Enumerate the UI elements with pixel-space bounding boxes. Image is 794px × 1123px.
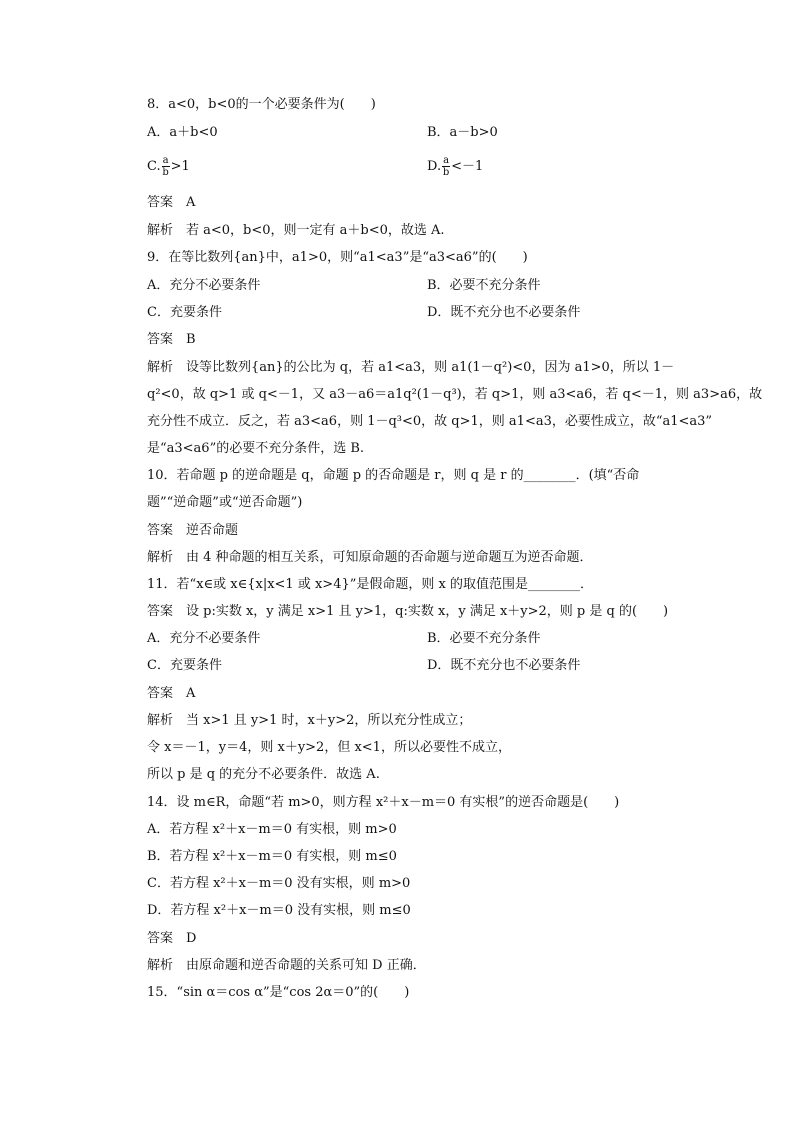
explanation-9-line-3: 充分性不成立．反之，若 a3<a6，则 1－q³<0，故 q>1，则 a1<a3，必要性成立，故“a1<a3” — [147, 414, 713, 429]
fraction-denominator: b — [162, 167, 169, 178]
q12-option-c: C．充要条件 — [147, 658, 222, 673]
q9-option-c: C．充要条件 — [147, 305, 222, 320]
q8-option-d — [427, 155, 483, 178]
q8-option-b: B．a－b>0 — [427, 125, 498, 140]
question-10-line-2: 题”“逆命题”或“逆否命题”) — [147, 495, 303, 510]
q9-option-d: D．既不充分也不必要条件 — [427, 305, 581, 320]
explanation-12-line-2: 令 x＝－1，y＝4，则 x＋y>2，但 x<1，所以必要性不成立， — [147, 740, 511, 755]
q8-option-d-suffix: <－1 — [451, 159, 484, 174]
explanation-10: 解析 由 4 种命题的相互关系，可知原命题的否命题与逆命题互为逆否命题． — [147, 550, 593, 565]
answer-11: 答案 设 p:实数 x，y 满足 x>1 且 y>1，q:实数 x，y 满足 x＋y>2，则 p 是 q 的( ) — [147, 604, 669, 619]
question-11: 11．若“x∈或 x∈{x|x<1 或 x>4}”是假命题，则 x 的取值范围是________． — [147, 577, 593, 592]
q12-option-a: A．充分不必要条件 — [147, 631, 261, 646]
fraction-a-over-b — [162, 155, 170, 178]
q14-option-c: C．若方程 x²＋x－m＝0 没有实根，则 m>0 — [147, 876, 411, 891]
explanation-12-line-1: 解析 当 x>1 且 y>1 时，x＋y>2，所以充分性成立； — [147, 713, 472, 728]
fraction-numerator: a — [443, 155, 450, 166]
q12-option-d: D．既不充分也不必要条件 — [427, 658, 581, 673]
answer-9: 答案 B — [147, 332, 196, 347]
fraction-denominator: b — [442, 167, 450, 178]
answer-12: 答案 A — [147, 686, 196, 701]
question-14: 14．设 m∈R，命题“若 m>0，则方程 x²＋x－m＝0 有实根”的逆否命题是( ) — [147, 795, 620, 810]
q9-option-b: B．必要不充分条件 — [427, 278, 541, 293]
answer-8: 答案 A — [147, 195, 196, 210]
explanation-12-line-3: 所以 p 是 q 的充分不必要条件．故选 A. — [147, 767, 380, 782]
answer-14: 答案 D — [147, 931, 197, 946]
fraction-a-over-b — [442, 155, 450, 178]
q8-option-d-prefix: D. — [427, 159, 442, 174]
q8-option-c-suffix: >1 — [170, 159, 190, 174]
q14-option-a: A．若方程 x²＋x－m＝0 有实根，则 m>0 — [147, 822, 397, 837]
question-9: 9．在等比数列{an}中，a1>0，则“a1<a3”是“a3<a6”的( ) — [147, 250, 528, 265]
explanation-14: 解析 由原命题和逆否命题的关系可知 D 正确． — [147, 958, 426, 973]
explanation-9-line-4: 是“a3<a6”的必要不充分条件，选 B. — [147, 441, 365, 456]
fraction-numerator: a — [162, 155, 169, 166]
question-10-line-1: 10．若命题 p 的逆命题是 q，命题 p 的否命题是 r，则 q 是 r 的________．(填“否命 — [147, 468, 640, 483]
q14-option-d: D．若方程 x²＋x－m＝0 没有实根，则 m≤0 — [147, 903, 411, 918]
question-15: 15．“sin α＝cos α”是“cos 2α＝0”的( ) — [147, 985, 410, 1000]
q12-option-b: B．必要不充分条件 — [427, 631, 541, 646]
q8-option-a: A．a＋b<0 — [147, 125, 218, 140]
explanation-9-line-1: 解析 设等比数列{an}的公比为 q，若 a1<a3，则 a1(1－q²)<0，因为 a1>0，所以 1－ — [147, 360, 675, 375]
question-8: 8．a<0，b<0的一个必要条件为( ) — [147, 97, 376, 112]
q8-option-c — [147, 155, 190, 178]
explanation-8: 解析 若 a<0，b<0，则一定有 a＋b<0，故选 A. — [147, 223, 445, 238]
q9-option-a: A．充分不必要条件 — [147, 278, 261, 293]
q8-option-c-prefix: C. — [147, 159, 161, 174]
explanation-9-line-2: q²<0，故 q>1 或 q<－1，又 a3－a6＝a1q²(1－q³)，若 q>1，则 a3<a6，若 q<－1，则 a3>a6，故 — [147, 387, 763, 402]
answer-10: 答案 逆否命题 — [147, 523, 239, 538]
q14-option-b: B．若方程 x²＋x－m＝0 有实根，则 m≤0 — [147, 849, 397, 864]
